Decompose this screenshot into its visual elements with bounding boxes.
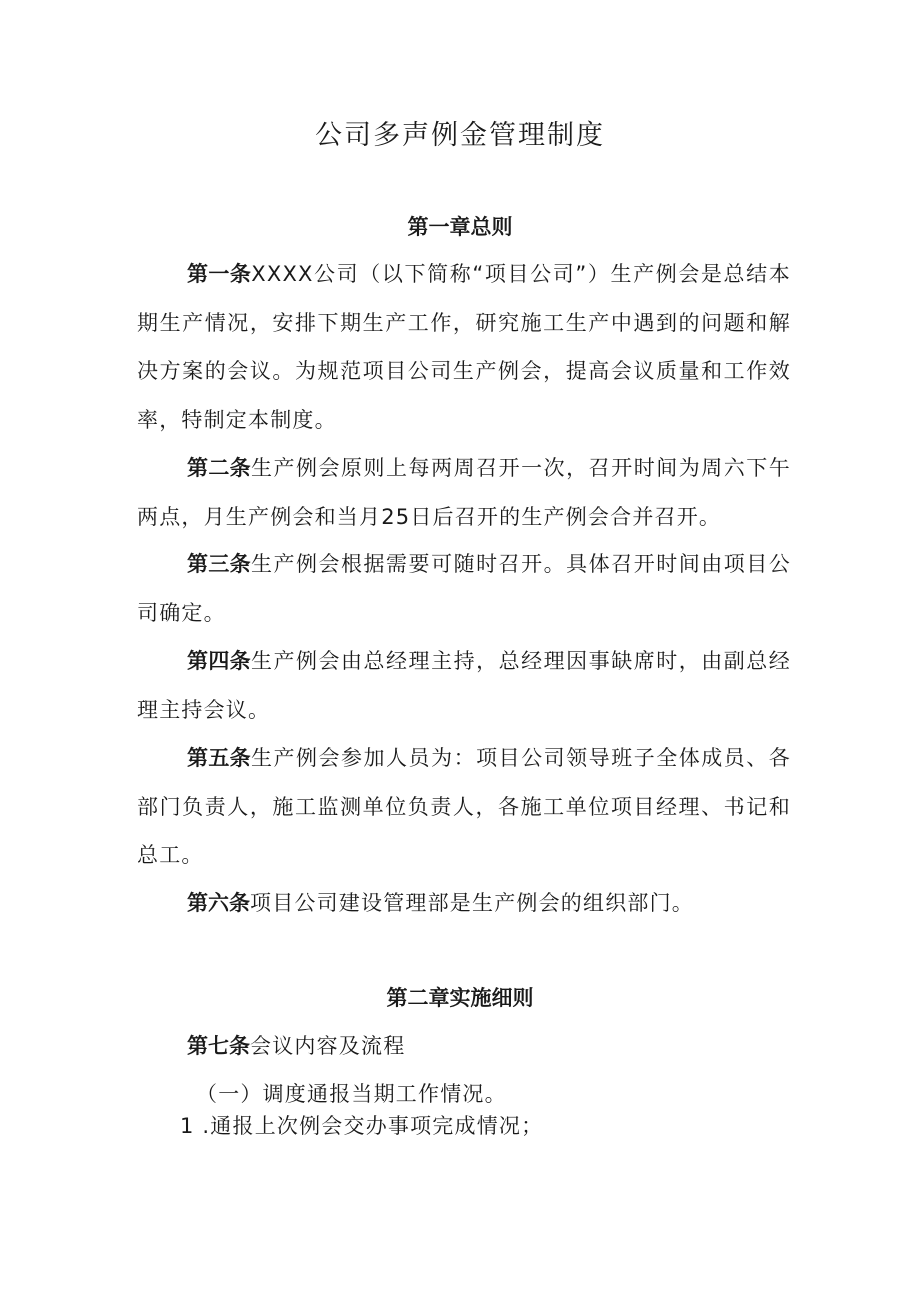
article-4 (137, 637, 791, 734)
article-text: 生产例会根据需要可随时召开。具体召开时间由项目公司确定。 (137, 552, 791, 625)
article-6 (137, 879, 791, 928)
article-7 (187, 1031, 405, 1061)
article-label: 第二条 (187, 456, 251, 480)
article-text: 会议内容及流程 (250, 1034, 406, 1058)
article-label: 第四条 (187, 649, 251, 673)
article-text: 生产例会原则上每两周召开一次，召开时间为周六下午两点，月生产例会和当月25日后召开的生产例会合并召开。 (137, 456, 791, 529)
chapter-1-heading: 第一章总则 (407, 215, 513, 239)
article-3 (137, 540, 791, 637)
article-1 (137, 250, 791, 444)
article-text: 生产例会参加人员为：项目公司领导班子全体成员、各部门负责人，施工监测单位负责人，各施工单位项目经理、书记和总工。 (137, 746, 791, 867)
list-item-1: （一）调度通报当期工作情况。 (196, 1082, 507, 1106)
article-label: 第三条 (187, 552, 251, 576)
document-title: 公司多声例金管理制度 (315, 120, 605, 151)
sub-item-1: 1 .通报上次例会交办事项完成情况； (180, 1114, 544, 1138)
article-text: XXXX公司（以下简称“项目公司”）生产例会是总结本期生产情况，安排下期生产工作，研究施工生产中遇到的问题和解决方案的会议。为规范项目公司生产例会，提高会议质量和工作效率，特制定本制度。 (137, 262, 791, 432)
article-2 (137, 444, 791, 541)
article-label: 第一条 (187, 262, 252, 286)
article-label: 第七条 (187, 1034, 250, 1058)
chapter-2-heading: 第二章实施细则 (386, 986, 534, 1010)
article-text: 项目公司建设管理部是生产例会的组织部门。 (250, 891, 694, 915)
article-text: 生产例会由总经理主持，总经理因事缺席时，由副总经理主持会议。 (137, 649, 791, 722)
article-label: 第六条 (187, 891, 250, 915)
article-5 (137, 734, 791, 880)
article-label: 第五条 (187, 746, 251, 770)
